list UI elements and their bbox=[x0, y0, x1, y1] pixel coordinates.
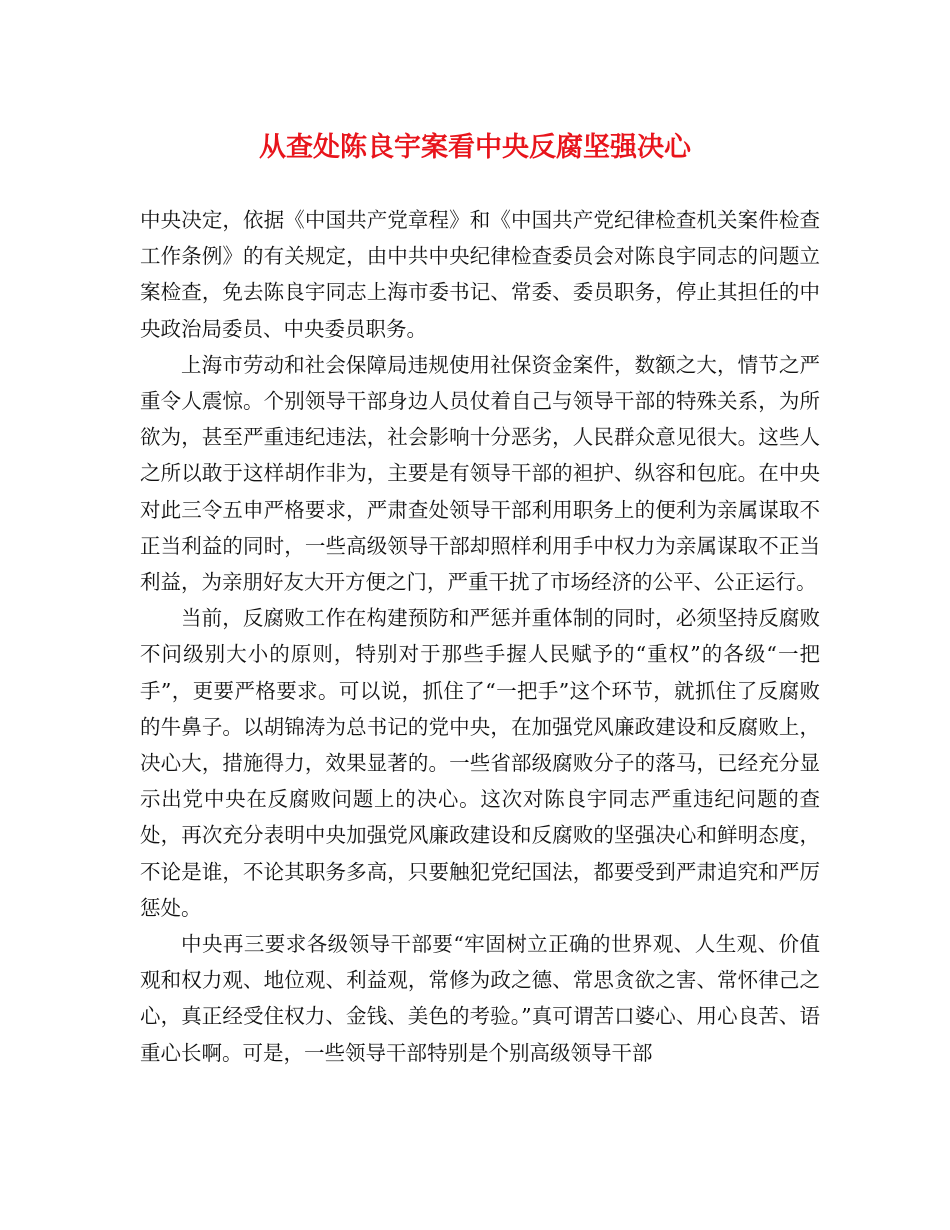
paragraph-3: 当前，反腐败工作在构建预防和严惩并重体制的同时，必须坚持反腐败不问级别大小的原则，特别对于那些手握人民赋予的“重权”的各级“一把手”，更要严格要求。可以说，抓住了“一把手”这个环节，就抓住了反腐败的牛鼻子。以胡锦涛为总书记的党中央，在加强党风廉政建设和反腐败上，决心大，措施得力，效果显著的。一些省部级腐败分子的落马，已经充分显示出党中央在反腐败问题上的决心。这次对陈良宇同志严重违纪问题的查处，再次充分表明中央加强党风廉政建设和反腐败的坚强决心和鲜明态度，不论是谁，不论其职务多高，只要触犯党纪国法，都要受到严肃追究和严厉惩处。 bbox=[140, 606, 820, 920]
paragraph-2: 上海市劳动和社会保障局违规使用社保资金案件，数额之大，情节之严重令人震惊。个别领导干部身边人员仗着自己与领导干部的特殊关系，为所欲为，甚至严重违纪违法，社会影响十分恶劣，人民群众意见很大。这些人之所以敢于这样胡作非为，主要是有领导干部的袒护、纵容和包庇。在中央对此三令五申严格要求，严肃查处领导干部利用职务上的便利为亲属谋取不正当利益的同时，一些高级领导干部却照样利用手中权力为亲属谋取不正当利益，为亲朋好友大开方便之门，严重干扰了市场经济的公平、公正运行。 bbox=[140, 352, 820, 595]
paragraph-4: 中央再三要求各级领导干部要“牢固树立正确的世界观、人生观、价值观和权力观、地位观、利益观，常修为政之德、常思贪欲之害、常怀律己之心，真正经受住权力、金钱、美色的考验。”真可谓苦口婆心、用心良苦、语重心长啊。可是，一些领导干部特别是个别高级领导干部 bbox=[140, 932, 820, 1065]
document-title: 从查处陈良宇案看中央反腐坚强决心 bbox=[259, 132, 691, 163]
document-body bbox=[140, 202, 820, 1071]
paragraph-1: 中央决定，依据《中国共产党章程》和《中国共产党纪律检查机关案件检查工作条例》的有关规定，由中共中央纪律检查委员会对陈良宇同志的问题立案检查，免去陈良宇同志上海市委书记、常委、委员职务，停止其担任的中央政治局委员、中央委员职务。 bbox=[140, 208, 820, 341]
